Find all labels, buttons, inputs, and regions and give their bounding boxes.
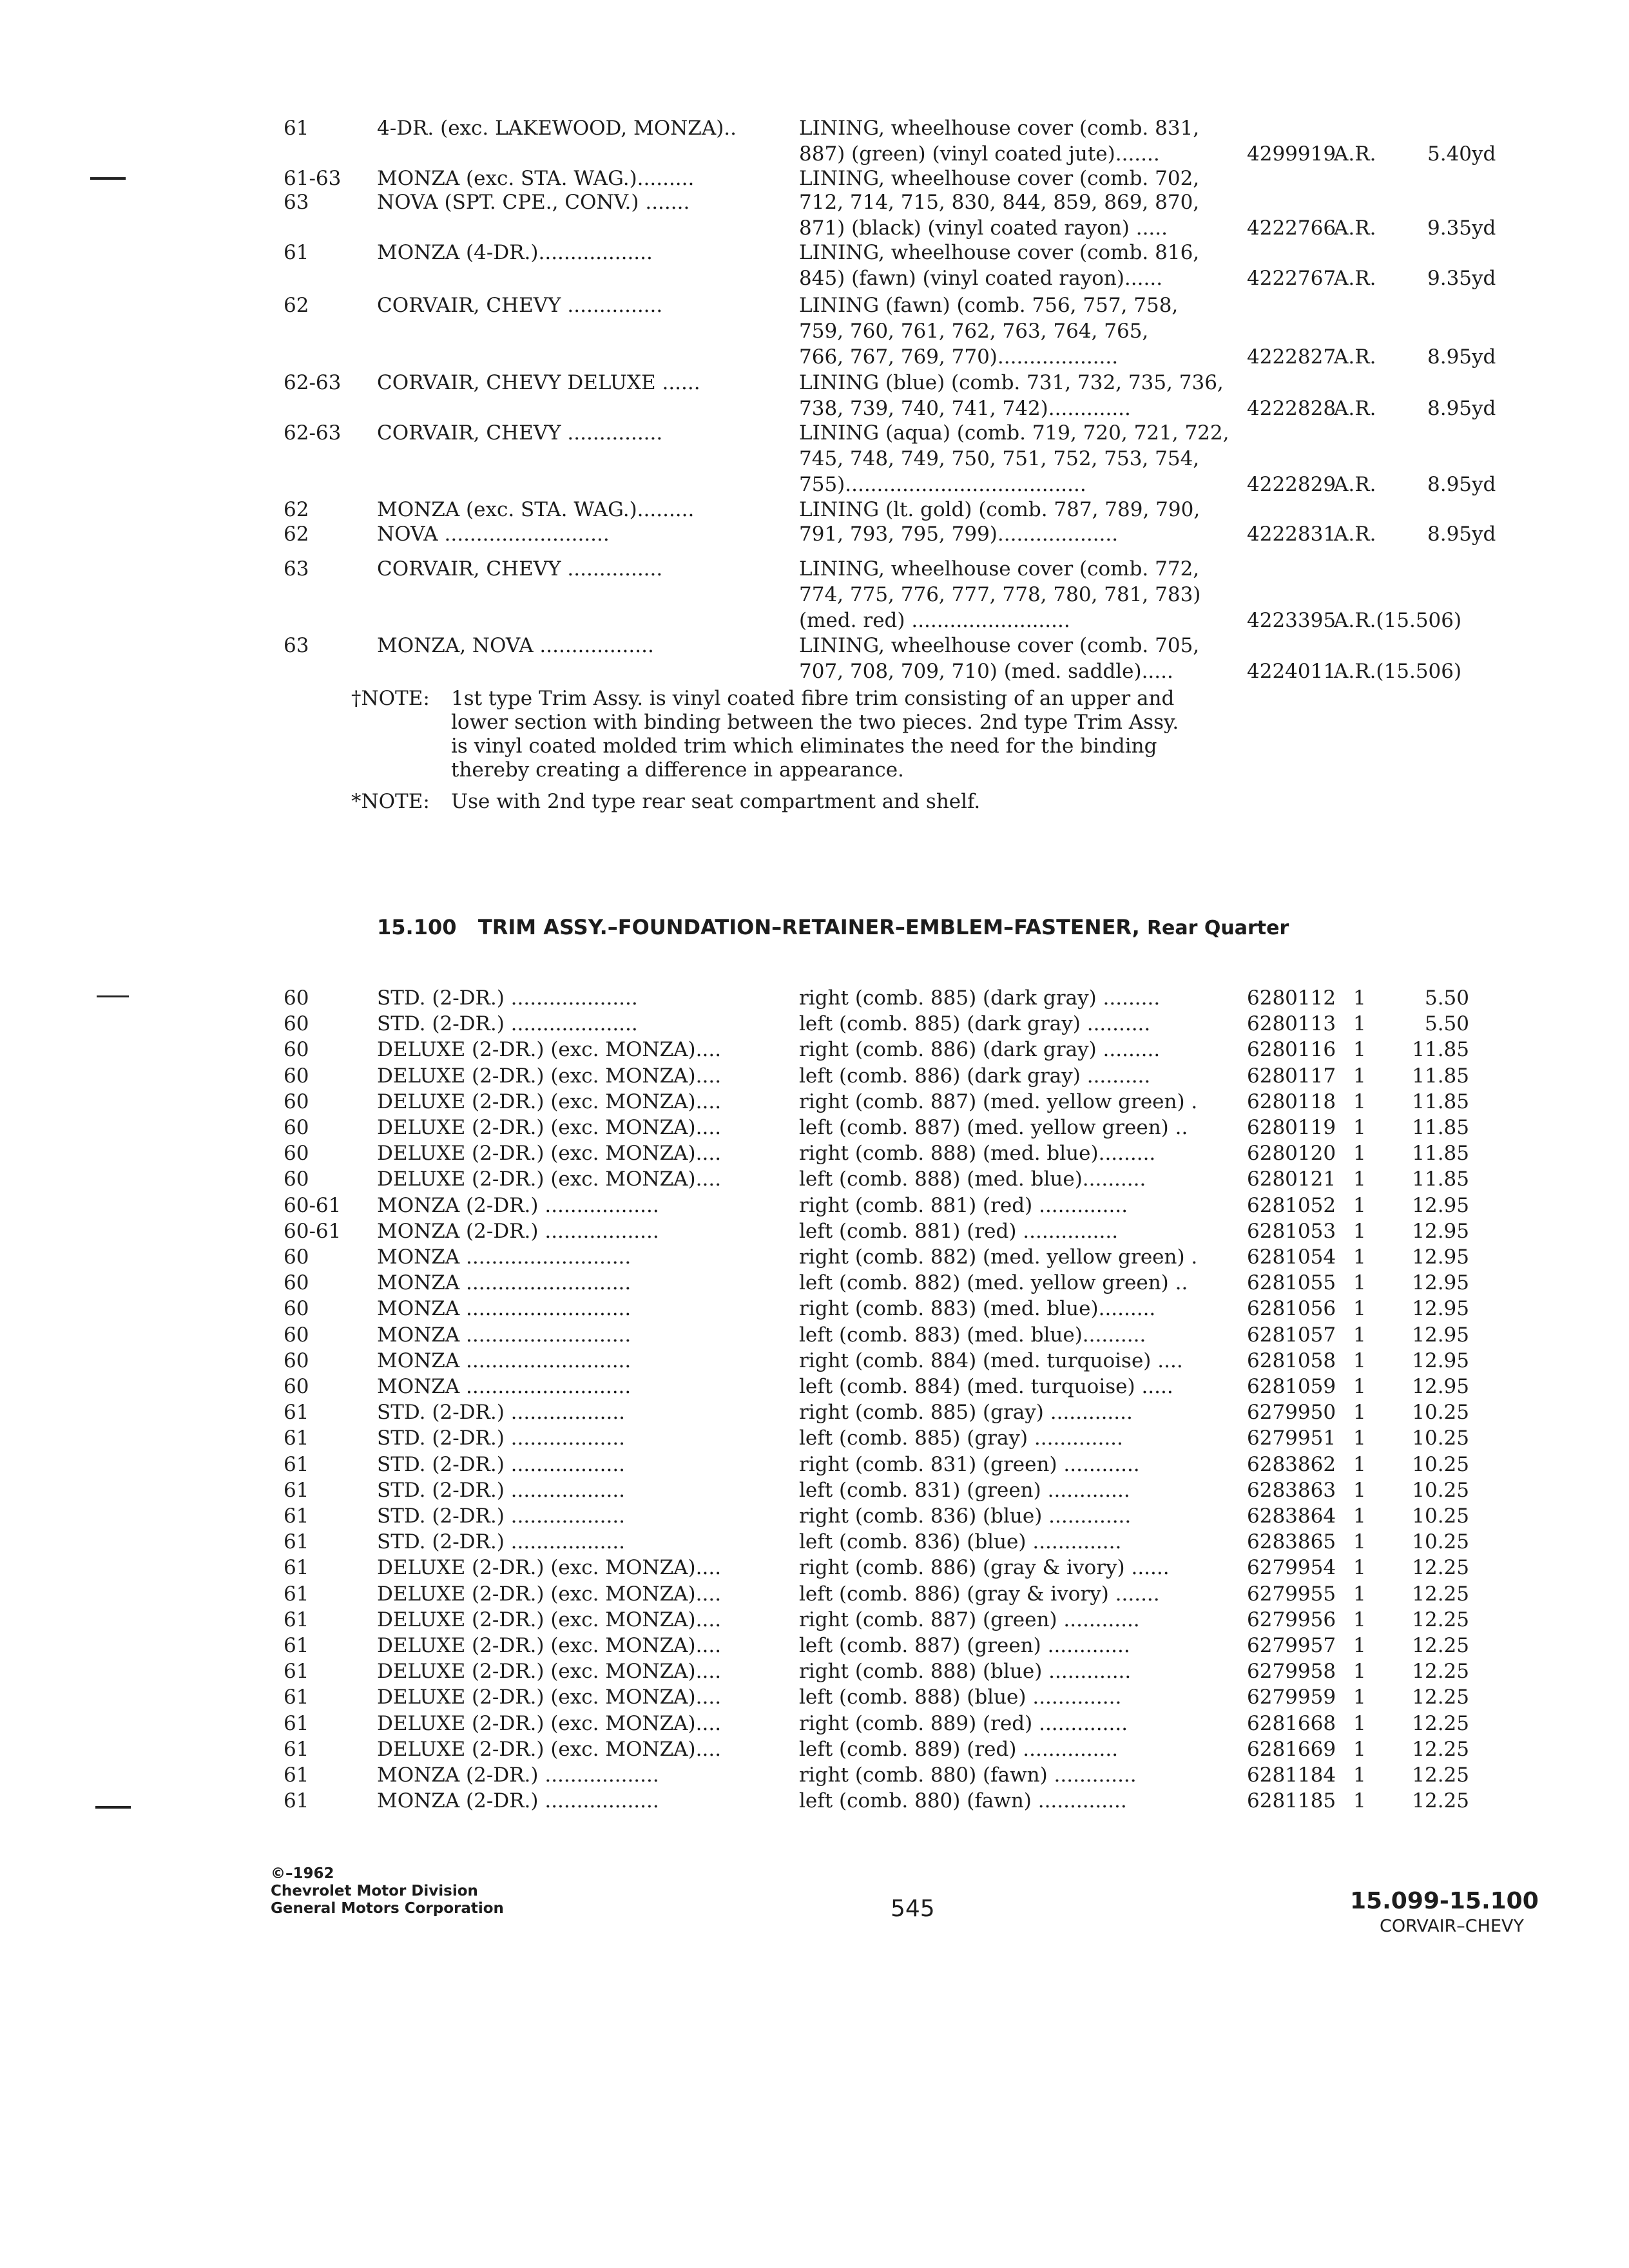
section-heading (377, 915, 1289, 939)
part-description: left (comb. 880) (fawn) .............. (799, 1789, 1127, 1813)
price: 12.95 (1412, 1349, 1469, 1372)
note-text: Use with 2nd type rear seat compartment and shelf. (451, 790, 981, 813)
part-description: 766, 767, 769, 770)................... (799, 345, 1119, 369)
quantity: 1 (1353, 1375, 1366, 1398)
quantity: 1 (1353, 1763, 1366, 1787)
model-name: NOVA .......................... (377, 523, 610, 546)
quantity: 1 (1353, 986, 1366, 1010)
quantity: A.R.(15.506) (1334, 660, 1462, 683)
part-number: 6279950 (1247, 1401, 1336, 1425)
model-name: STD. (2-DR.) .................. (377, 1504, 626, 1528)
price: 8.95yd (1427, 397, 1496, 420)
price: 11.85 (1412, 1038, 1469, 1062)
part-number: 6281185 (1247, 1789, 1336, 1813)
quantity: 1 (1353, 1090, 1366, 1113)
part-description: right (comb. 885) (dark gray) ......... (799, 986, 1161, 1010)
part-description: LINING (aqua) (comb. 719, 720, 721, 722, (799, 421, 1229, 445)
price: 11.85 (1412, 1142, 1469, 1166)
price: 12.25 (1412, 1582, 1469, 1606)
price: 12.25 (1412, 1556, 1469, 1580)
quantity: 1 (1353, 1452, 1366, 1476)
quantity: 1 (1353, 1245, 1366, 1269)
model-year: 62 (284, 498, 309, 521)
price: 11.85 (1412, 1090, 1469, 1113)
part-description: right (comb. 888) (med. blue)......... (799, 1142, 1156, 1166)
price: 12.25 (1412, 1660, 1469, 1684)
quantity: 1 (1353, 1401, 1366, 1425)
part-description: LINING (blue) (comb. 731, 732, 735, 736, (799, 371, 1224, 394)
page-number: 545 (891, 1896, 935, 1922)
part-number: 6279958 (1247, 1660, 1336, 1684)
model-name: CORVAIR, CHEVY ............... (377, 294, 663, 317)
model-year: 61 (284, 1401, 309, 1425)
part-number: 6280121 (1247, 1168, 1336, 1191)
model-year: 61 (284, 241, 309, 264)
model-year: 61 (284, 1530, 309, 1554)
model-year: 61 (284, 1634, 309, 1657)
price: 10.25 (1412, 1504, 1469, 1528)
quantity: 1 (1353, 1193, 1366, 1217)
section-range: 15.099-15.100 (1350, 1888, 1539, 1914)
model-year: 60 (284, 986, 309, 1010)
part-number: 4222827 (1247, 345, 1336, 369)
model-year: 60 (284, 1116, 309, 1139)
copyright-division: Chevrolet Motor Division (271, 1883, 478, 1899)
part-number: 6281059 (1247, 1375, 1336, 1398)
model-name: MONZA .......................... (377, 1349, 631, 1372)
part-number: 6281052 (1247, 1193, 1336, 1217)
price: 10.25 (1412, 1427, 1469, 1450)
price: 5.50 (1424, 1012, 1469, 1036)
model-name: NOVA (SPT. CPE., CONV.) ....... (377, 191, 690, 214)
part-description: 707, 708, 709, 710) (med. saddle)..... (799, 660, 1173, 683)
model-year: 61 (284, 1452, 309, 1476)
price: 11.85 (1412, 1168, 1469, 1191)
price: 11.85 (1412, 1116, 1469, 1139)
price: 11.85 (1412, 1064, 1469, 1088)
model-name: STD. (2-DR.) .................. (377, 1478, 626, 1502)
price: 8.95yd (1427, 523, 1496, 546)
model-year: 63 (284, 557, 309, 581)
model-name: DELUXE (2-DR.) (exc. MONZA).... (377, 1608, 722, 1631)
part-number: 6279957 (1247, 1634, 1336, 1657)
model-name: MONZA (exc. STA. WAG.)......... (377, 498, 695, 521)
part-description: right (comb. 884) (med. turquoise) .... (799, 1349, 1183, 1372)
model-year: 60 (284, 1245, 309, 1269)
part-description: left (comb. 881) (red) ............... (799, 1219, 1119, 1243)
part-number: 6280113 (1247, 1012, 1336, 1036)
quantity: 1 (1353, 1064, 1366, 1088)
model-year: 61 (284, 1478, 309, 1502)
model-year: 60 (284, 1090, 309, 1113)
price: 10.25 (1412, 1530, 1469, 1554)
price: 12.95 (1412, 1219, 1469, 1243)
model-year: 62-63 (284, 371, 342, 394)
model-year: 60 (284, 1323, 309, 1347)
part-description: left (comb. 888) (med. blue).......... (799, 1168, 1146, 1191)
part-description: left (comb. 883) (med. blue).......... (799, 1323, 1146, 1347)
model-year: 60 (284, 1142, 309, 1166)
quantity: 1 (1353, 1711, 1366, 1735)
price: 8.95yd (1427, 473, 1496, 496)
part-number: 6283865 (1247, 1530, 1336, 1554)
part-description: left (comb. 885) (dark gray) .......... (799, 1012, 1151, 1036)
part-description: LINING (lt. gold) (comb. 787, 789, 790, (799, 498, 1200, 521)
part-number: 4222831 (1247, 523, 1336, 546)
model-year: 61 (284, 1763, 309, 1787)
model-year: 60-61 (284, 1219, 342, 1243)
price: 12.95 (1412, 1323, 1469, 1347)
quantity: 1 (1353, 1789, 1366, 1813)
price: 12.25 (1412, 1763, 1469, 1787)
quantity: 1 (1353, 1297, 1366, 1321)
section-title: TRIM ASSY.–FOUNDATION–RETAINER–EMBLEM–FASTENER, (477, 915, 1140, 939)
part-number: 6281668 (1247, 1711, 1336, 1735)
part-number: 4222766 (1247, 216, 1336, 240)
note-text: thereby creating a difference in appearance. (451, 758, 904, 782)
price: 12.25 (1412, 1789, 1469, 1813)
price: 5.40yd (1427, 142, 1496, 166)
part-description: right (comb. 881) (red) .............. (799, 1193, 1128, 1217)
note-label: *NOTE: (351, 790, 430, 813)
part-description: right (comb. 836) (blue) ............. (799, 1504, 1132, 1528)
part-number: 6283864 (1247, 1504, 1336, 1528)
quantity: 1 (1353, 1582, 1366, 1606)
part-number: 4224011 (1247, 660, 1336, 683)
quantity: 1 (1353, 1219, 1366, 1243)
price: 10.25 (1412, 1452, 1469, 1476)
model-name: DELUXE (2-DR.) (exc. MONZA).... (377, 1660, 722, 1684)
model-year: 62 (284, 523, 309, 546)
price: 12.95 (1412, 1297, 1469, 1321)
part-number: 6280118 (1247, 1090, 1336, 1113)
model-name: CORVAIR, CHEVY ............... (377, 557, 663, 581)
part-description: right (comb. 887) (med. yellow green) . (799, 1090, 1198, 1113)
quantity: 1 (1353, 1504, 1366, 1528)
quantity: A.R. (1334, 142, 1376, 166)
quantity: 1 (1353, 1556, 1366, 1580)
part-number: 6283863 (1247, 1478, 1336, 1502)
part-description: right (comb. 882) (med. yellow green) . (799, 1245, 1198, 1269)
price: 5.50 (1424, 986, 1469, 1010)
model-name: MONZA (exc. STA. WAG.)......... (377, 167, 695, 190)
price: 12.25 (1412, 1737, 1469, 1761)
model-name: 4-DR. (exc. LAKEWOOD, MONZA).. (377, 117, 737, 140)
part-description: left (comb. 887) (green) ............. (799, 1634, 1130, 1657)
part-description: 759, 760, 761, 762, 763, 764, 765, (799, 320, 1149, 343)
model-name: DELUXE (2-DR.) (exc. MONZA).... (377, 1142, 722, 1166)
part-description: right (comb. 883) (med. blue)......... (799, 1297, 1156, 1321)
model-name: CORVAIR, CHEVY DELUXE ...... (377, 371, 700, 394)
quantity: A.R. (1334, 473, 1376, 496)
binder-hole-mark (95, 1806, 131, 1809)
price: 12.95 (1412, 1375, 1469, 1398)
note-label: †NOTE: (351, 687, 430, 710)
model-year: 60 (284, 1271, 309, 1295)
price: 9.35yd (1427, 267, 1496, 290)
part-description: 871) (black) (vinyl coated rayon) ..... (799, 216, 1168, 240)
part-description: left (comb. 885) (gray) .............. (799, 1427, 1123, 1450)
model-year: 63 (284, 191, 309, 214)
model-name: DELUXE (2-DR.) (exc. MONZA).... (377, 1686, 722, 1709)
part-description: 745, 748, 749, 750, 751, 752, 753, 754, (799, 447, 1200, 470)
section-number: 15.100 (377, 915, 457, 939)
section-name: CORVAIR–CHEVY (1379, 1916, 1524, 1936)
model-name: STD. (2-DR.) .................. (377, 1452, 626, 1476)
part-description: right (comb. 886) (gray & ivory) ...... (799, 1556, 1170, 1580)
model-name: MONZA .......................... (377, 1245, 631, 1269)
quantity: A.R. (1334, 267, 1376, 290)
price: 12.25 (1412, 1686, 1469, 1709)
model-year: 61 (284, 1711, 309, 1735)
copyright-block (271, 1865, 504, 1917)
model-year: 61 (284, 1737, 309, 1761)
model-year: 60 (284, 1297, 309, 1321)
part-description: left (comb. 886) (gray & ivory) ....... (799, 1582, 1160, 1606)
part-number: 6281669 (1247, 1737, 1336, 1761)
quantity: 1 (1353, 1012, 1366, 1036)
model-year: 62 (284, 294, 309, 317)
model-name: MONZA (2-DR.) .................. (377, 1763, 659, 1787)
part-description: LINING, wheelhouse cover (comb. 816, (799, 241, 1200, 264)
price: 8.95yd (1427, 345, 1496, 369)
model-year: 60-61 (284, 1193, 342, 1217)
model-name: STD. (2-DR.) .................. (377, 1530, 626, 1554)
part-description: right (comb. 831) (green) ............ (799, 1452, 1140, 1476)
section-subtitle: Rear Quarter (1146, 917, 1289, 939)
binder-hole-mark (90, 177, 126, 180)
part-number: 6280116 (1247, 1038, 1336, 1062)
part-number: 6283862 (1247, 1452, 1336, 1476)
part-number: 6279955 (1247, 1582, 1336, 1606)
part-description: right (comb. 889) (red) .............. (799, 1711, 1128, 1735)
price: 12.95 (1412, 1193, 1469, 1217)
quantity: 1 (1353, 1349, 1366, 1372)
model-name: DELUXE (2-DR.) (exc. MONZA).... (377, 1556, 722, 1580)
model-name: MONZA .......................... (377, 1297, 631, 1321)
part-description: left (comb. 836) (blue) .............. (799, 1530, 1122, 1554)
model-year: 61 (284, 1789, 309, 1813)
model-year: 60 (284, 1168, 309, 1191)
part-number: 4222767 (1247, 267, 1336, 290)
model-year: 60 (284, 1064, 309, 1088)
part-description: LINING, wheelhouse cover (comb. 831, (799, 117, 1200, 140)
model-name: DELUXE (2-DR.) (exc. MONZA).... (377, 1737, 722, 1761)
part-description: left (comb. 882) (med. yellow green) .. (799, 1271, 1188, 1295)
quantity: A.R. (1334, 345, 1376, 369)
quantity: A.R. (1334, 216, 1376, 240)
model-year: 62-63 (284, 421, 342, 445)
part-description: 755)...................................... (799, 473, 1086, 496)
model-year: 61 (284, 1504, 309, 1528)
model-name: MONZA (2-DR.) .................. (377, 1219, 659, 1243)
model-name: DELUXE (2-DR.) (exc. MONZA).... (377, 1711, 722, 1735)
part-number: 6279951 (1247, 1427, 1336, 1450)
model-name: MONZA (2-DR.) .................. (377, 1789, 659, 1813)
model-name: MONZA (4-DR.).................. (377, 241, 653, 264)
model-year: 61 (284, 1608, 309, 1631)
note-text: is vinyl coated molded trim which eliminates the need for the binding (451, 735, 1157, 758)
quantity: 1 (1353, 1634, 1366, 1657)
quantity: 1 (1353, 1427, 1366, 1450)
part-description: LINING, wheelhouse cover (comb. 702, (799, 167, 1200, 190)
quantity: 1 (1353, 1737, 1366, 1761)
quantity: 1 (1353, 1142, 1366, 1166)
part-number: 4222829 (1247, 473, 1336, 496)
part-description: 845) (fawn) (vinyl coated rayon)...... (799, 267, 1163, 290)
quantity: 1 (1353, 1271, 1366, 1295)
part-number: 6280119 (1247, 1116, 1336, 1139)
model-year: 63 (284, 634, 309, 657)
part-number: 6281184 (1247, 1763, 1336, 1787)
model-name: DELUXE (2-DR.) (exc. MONZA).... (377, 1634, 722, 1657)
model-year: 60 (284, 1012, 309, 1036)
model-name: DELUXE (2-DR.) (exc. MONZA).... (377, 1064, 722, 1088)
model-name: STD. (2-DR.) .................... (377, 1012, 638, 1036)
model-name: STD. (2-DR.) .................. (377, 1401, 626, 1425)
quantity: A.R.(15.506) (1334, 609, 1462, 632)
price: 9.35yd (1427, 216, 1496, 240)
part-number: 6281056 (1247, 1297, 1336, 1321)
part-description: 774, 775, 776, 777, 778, 780, 781, 783) (799, 583, 1201, 606)
model-year: 61 (284, 1582, 309, 1606)
part-description: LINING, wheelhouse cover (comb. 705, (799, 634, 1200, 657)
model-year: 60 (284, 1038, 309, 1062)
part-number: 6281053 (1247, 1219, 1336, 1243)
quantity: 1 (1353, 1530, 1366, 1554)
copyright-year: ©–1962 (271, 1865, 334, 1882)
model-year: 61-63 (284, 167, 342, 190)
part-description: (med. red) ......................... (799, 609, 1070, 632)
part-number: 6280120 (1247, 1142, 1336, 1166)
price: 12.95 (1412, 1245, 1469, 1269)
part-number: 6280112 (1247, 986, 1336, 1010)
quantity: 1 (1353, 1168, 1366, 1191)
part-description: right (comb. 888) (blue) ............. (799, 1660, 1132, 1684)
part-description: left (comb. 884) (med. turquoise) ..... (799, 1375, 1173, 1398)
price: 12.25 (1412, 1608, 1469, 1631)
price: 12.25 (1412, 1634, 1469, 1657)
part-number: 6279959 (1247, 1686, 1336, 1709)
quantity: 1 (1353, 1686, 1366, 1709)
quantity: A.R. (1334, 523, 1376, 546)
part-description: right (comb. 887) (green) ............ (799, 1608, 1140, 1631)
part-number: 6281055 (1247, 1271, 1336, 1295)
model-year: 61 (284, 1556, 309, 1580)
binder-hole-mark (97, 995, 129, 997)
part-description: 712, 714, 715, 830, 844, 859, 869, 870, (799, 191, 1200, 214)
part-description: LINING, wheelhouse cover (comb. 772, (799, 557, 1200, 581)
model-year: 61 (284, 1660, 309, 1684)
price: 12.95 (1412, 1271, 1469, 1295)
part-number: 4222828 (1247, 397, 1336, 420)
quantity: 1 (1353, 1608, 1366, 1631)
quantity: 1 (1353, 1660, 1366, 1684)
model-name: MONZA (2-DR.) .................. (377, 1193, 659, 1217)
quantity: 1 (1353, 1038, 1366, 1062)
note-text: 1st type Trim Assy. is vinyl coated fibre trim consisting of an upper and (451, 687, 1175, 710)
part-number: 4299919 (1247, 142, 1336, 166)
part-number: 6280117 (1247, 1064, 1336, 1088)
part-description: right (comb. 885) (gray) ............. (799, 1401, 1133, 1425)
part-number: 6279956 (1247, 1608, 1336, 1631)
model-name: DELUXE (2-DR.) (exc. MONZA).... (377, 1168, 722, 1191)
model-name: DELUXE (2-DR.) (exc. MONZA).... (377, 1090, 722, 1113)
part-number: 6281057 (1247, 1323, 1336, 1347)
price: 10.25 (1412, 1478, 1469, 1502)
model-year: 60 (284, 1375, 309, 1398)
part-description: right (comb. 886) (dark gray) ......... (799, 1038, 1161, 1062)
model-name: MONZA, NOVA .................. (377, 634, 654, 657)
part-number: 4223395 (1247, 609, 1336, 632)
model-name: DELUXE (2-DR.) (exc. MONZA).... (377, 1116, 722, 1139)
model-name: MONZA .......................... (377, 1271, 631, 1295)
model-name: STD. (2-DR.) .................... (377, 986, 638, 1010)
model-name: MONZA .......................... (377, 1375, 631, 1398)
part-description: left (comb. 887) (med. yellow green) .. (799, 1116, 1188, 1139)
part-number: 6281054 (1247, 1245, 1336, 1269)
price: 12.25 (1412, 1711, 1469, 1735)
part-description: left (comb. 831) (green) ............. (799, 1478, 1130, 1502)
model-name: STD. (2-DR.) .................. (377, 1427, 626, 1450)
model-name: MONZA .......................... (377, 1323, 631, 1347)
copyright-corporation: General Motors Corporation (271, 1900, 504, 1917)
quantity: A.R. (1334, 397, 1376, 420)
part-number: 6281058 (1247, 1349, 1336, 1372)
note-text: lower section with binding between the two pieces. 2nd type Trim Assy. (451, 711, 1179, 734)
part-number: 6279954 (1247, 1556, 1336, 1580)
part-description: 738, 739, 740, 741, 742)............. (799, 397, 1131, 420)
model-name: CORVAIR, CHEVY ............... (377, 421, 663, 445)
part-description: left (comb. 889) (red) ............... (799, 1737, 1119, 1761)
model-year: 61 (284, 1686, 309, 1709)
model-name: DELUXE (2-DR.) (exc. MONZA).... (377, 1582, 722, 1606)
quantity: 1 (1353, 1116, 1366, 1139)
model-year: 60 (284, 1349, 309, 1372)
model-year: 61 (284, 1427, 309, 1450)
model-name: DELUXE (2-DR.) (exc. MONZA).... (377, 1038, 722, 1062)
part-description: right (comb. 880) (fawn) ............. (799, 1763, 1137, 1787)
part-description: LINING (fawn) (comb. 756, 757, 758, (799, 294, 1179, 317)
part-description: 791, 793, 795, 799)................... (799, 523, 1119, 546)
price: 10.25 (1412, 1401, 1469, 1425)
model-year: 61 (284, 117, 309, 140)
part-description: left (comb. 886) (dark gray) .......... (799, 1064, 1151, 1088)
quantity: 1 (1353, 1323, 1366, 1347)
part-description: 887) (green) (vinyl coated jute)....... (799, 142, 1160, 166)
quantity: 1 (1353, 1478, 1366, 1502)
part-description: left (comb. 888) (blue) .............. (799, 1686, 1122, 1709)
